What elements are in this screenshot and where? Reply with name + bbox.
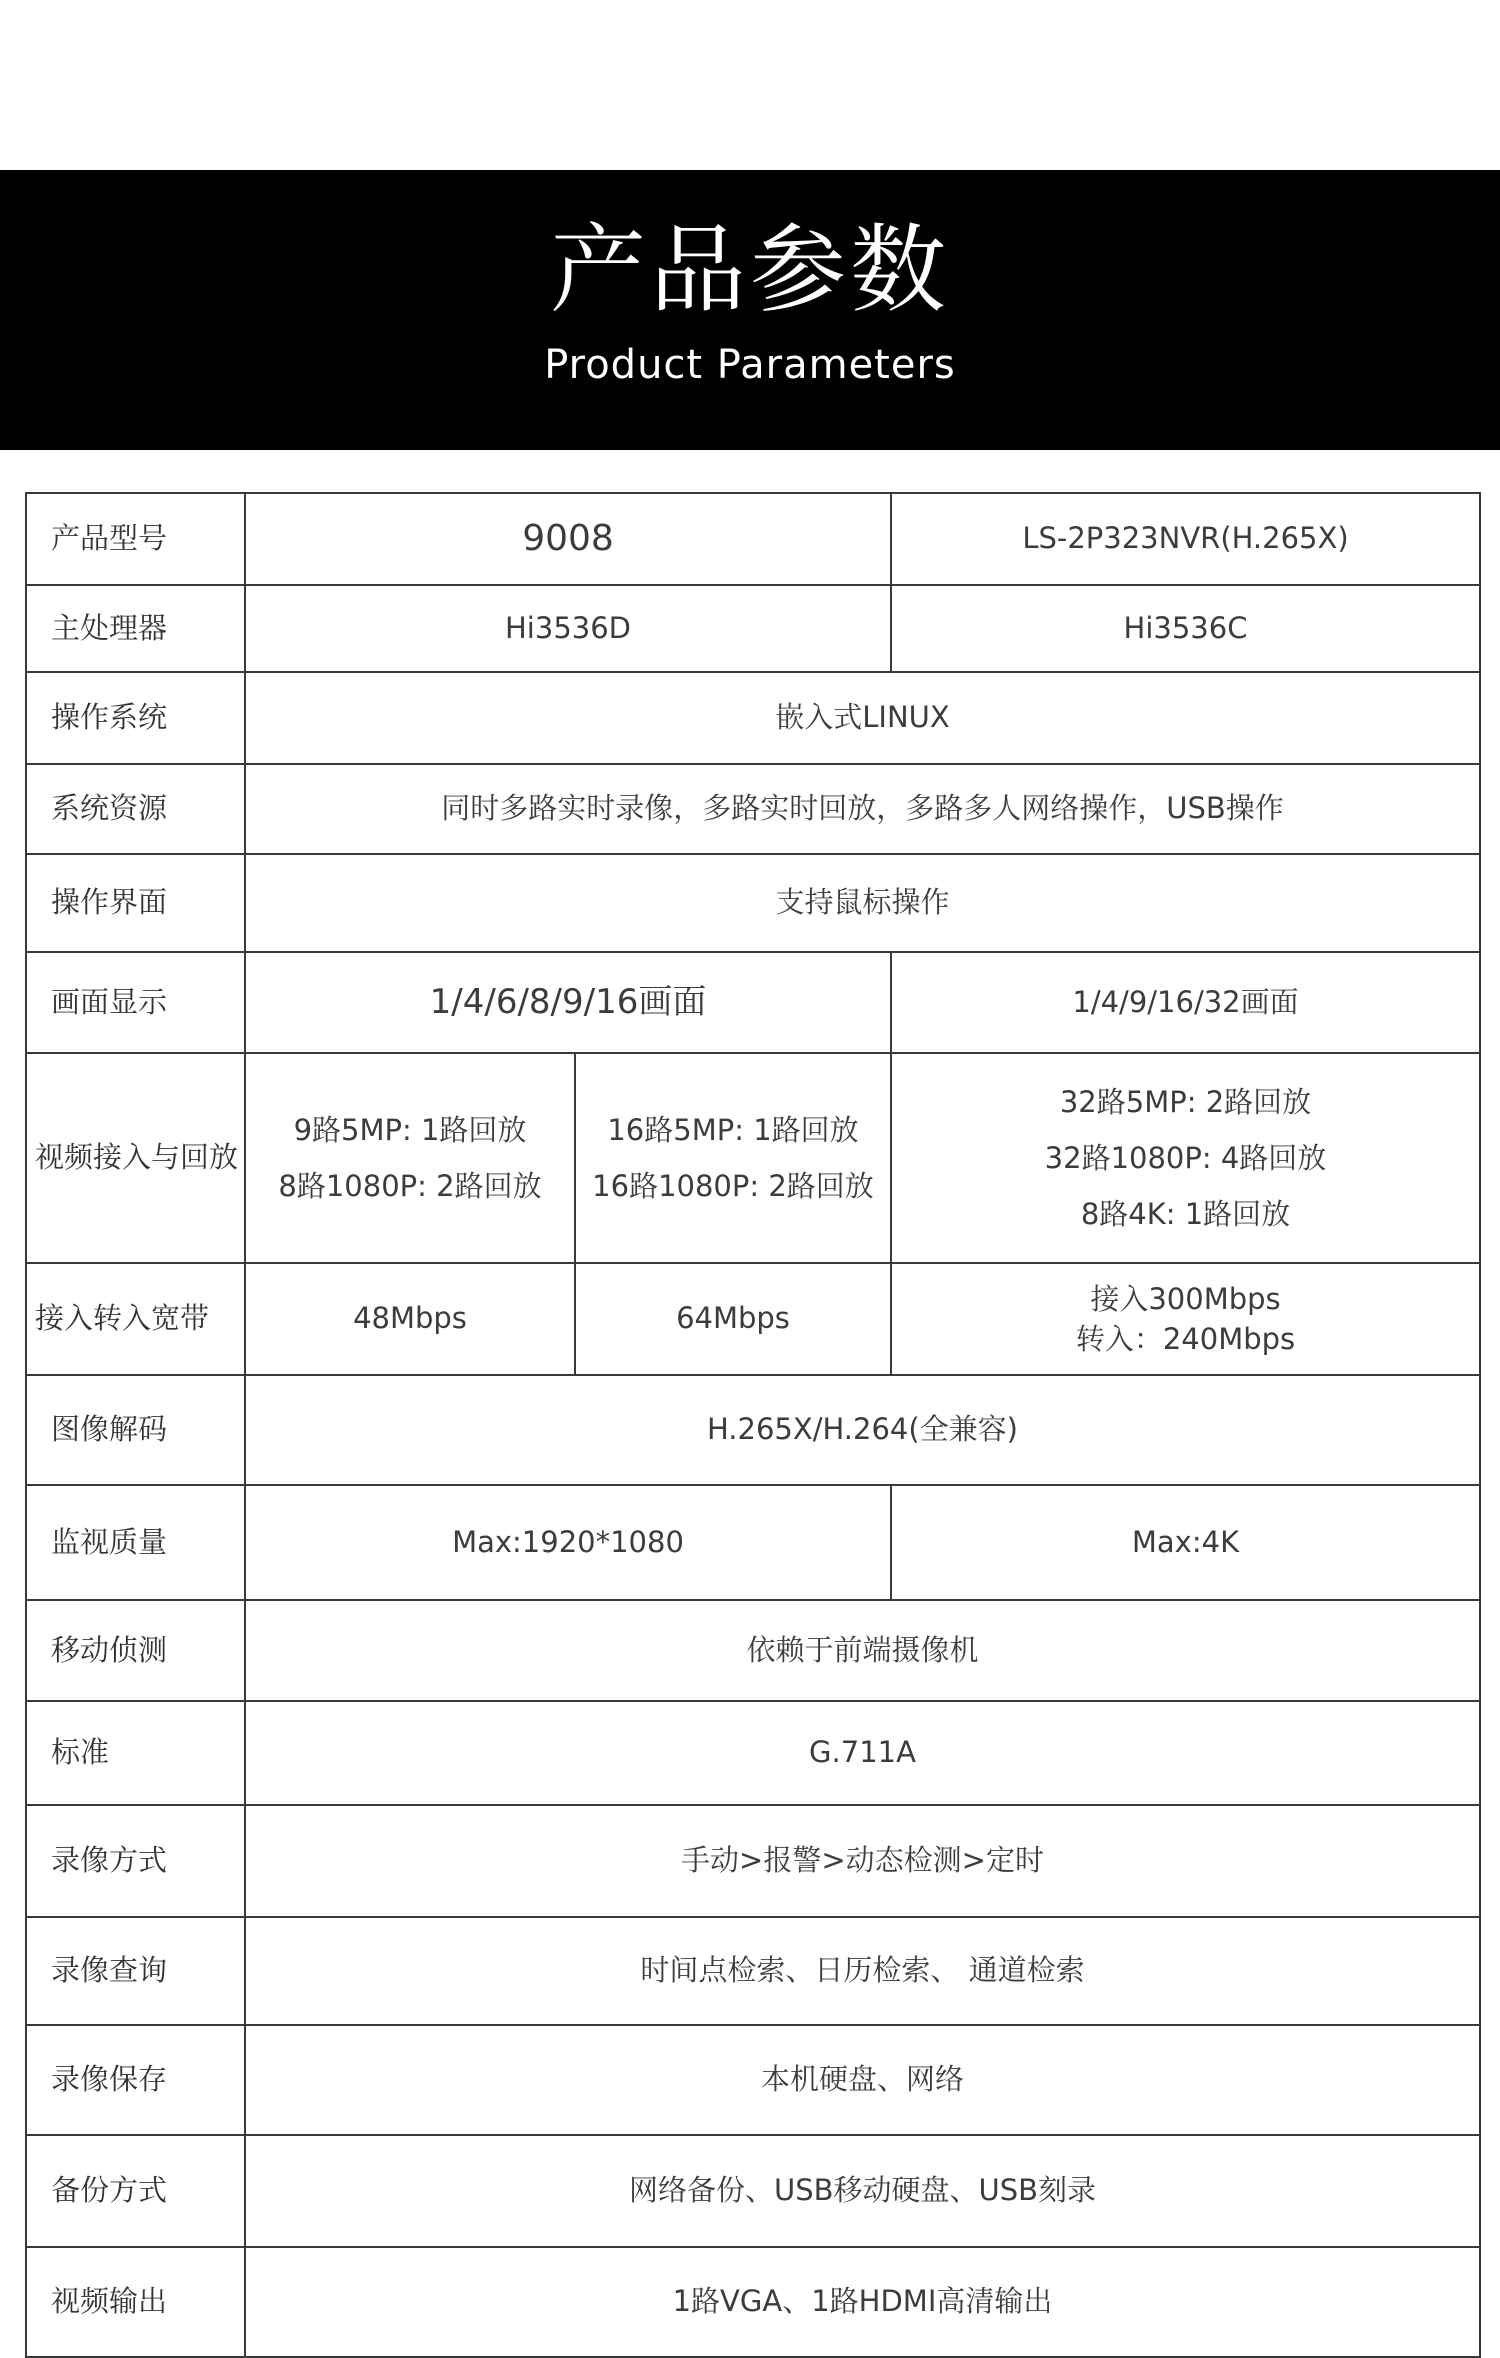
row-label: 录像查询 (26, 1917, 245, 2025)
table-row (26, 2247, 1480, 2357)
table-row (26, 1917, 1480, 2025)
page-title: 产品参数 (550, 214, 950, 326)
cell-line: 32路1080P: 4路回放 (1044, 1141, 1327, 1175)
cell-value: Hi3536D (245, 585, 891, 672)
cell-line: 8路4K: 1路回放 (1080, 1197, 1291, 1231)
row-label: 产品型号 (26, 493, 245, 585)
cell-value: 1/4/6/8/9/16画面 (245, 952, 891, 1053)
table-row (26, 1485, 1480, 1600)
row-label: 系统资源 (26, 764, 245, 854)
cell-value: 手动>报警>动态检测>定时 (245, 1805, 1480, 1917)
table-row (26, 1805, 1480, 1917)
table-row (26, 1600, 1480, 1701)
row-label: 图像解码 (26, 1375, 245, 1485)
cell-value: 同时多路实时录像，多路实时回放，多路多人网络操作，USB操作 (245, 764, 1480, 854)
table-row (26, 2025, 1480, 2135)
row-label: 视频接入与回放 (26, 1053, 245, 1263)
row-label: 监视质量 (26, 1485, 245, 1600)
table-row (26, 854, 1480, 952)
row-label: 移动侦测 (26, 1600, 245, 1701)
cell-value (891, 1263, 1480, 1375)
cell-value: 依赖于前端摄像机 (245, 1600, 1480, 1701)
cell-line: 16路5MP: 1路回放 (607, 1113, 859, 1147)
cell-value (575, 1053, 891, 1263)
cell-line: 16路1080P: 2路回放 (592, 1169, 874, 1203)
cell-value (891, 1053, 1480, 1263)
row-label: 操作界面 (26, 854, 245, 952)
row-label: 主处理器 (26, 585, 245, 672)
table-row (26, 952, 1480, 1053)
cell-line: 接入300Mbps (1090, 1282, 1281, 1316)
spec-table (25, 492, 1481, 2358)
cell-value: 9008 (245, 493, 891, 585)
table-row (26, 1053, 1480, 1263)
table-row (26, 585, 1480, 672)
cell-line: 9路5MP: 1路回放 (293, 1113, 527, 1147)
cell-value: Max:1920*1080 (245, 1485, 891, 1600)
cell-value: 网络备份、USB移动硬盘、USB刻录 (245, 2135, 1480, 2247)
cell-value: Hi3536C (891, 585, 1480, 672)
header-banner (0, 170, 1500, 450)
cell-line: 32路5MP: 2路回放 (1059, 1085, 1312, 1119)
table-row (26, 764, 1480, 854)
cell-value: H.265X/H.264(全兼容) (245, 1375, 1480, 1485)
cell-line: 转入：240Mbps (1075, 1322, 1296, 1356)
cell-value: 嵌入式LINUX (245, 672, 1480, 764)
table-row (26, 1375, 1480, 1485)
cell-value: 48Mbps (245, 1263, 575, 1375)
cell-value: Max:4K (891, 1485, 1480, 1600)
row-label: 画面显示 (26, 952, 245, 1053)
table-row (26, 2135, 1480, 2247)
cell-value: 本机硬盘、网络 (245, 2025, 1480, 2135)
row-label: 备份方式 (26, 2135, 245, 2247)
row-label: 录像方式 (26, 1805, 245, 1917)
table-row (26, 493, 1480, 585)
row-label: 录像保存 (26, 2025, 245, 2135)
table-row (26, 672, 1480, 764)
cell-value: 1/4/9/16/32画面 (891, 952, 1480, 1053)
table-row (26, 1701, 1480, 1805)
page-subtitle: Product Parameters (544, 342, 956, 388)
row-label: 标准 (26, 1701, 245, 1805)
cell-value: 64Mbps (575, 1263, 891, 1375)
cell-value: G.711A (245, 1701, 1480, 1805)
cell-value: 时间点检索、日历检索、 通道检索 (245, 1917, 1480, 2025)
cell-value: 支持鼠标操作 (245, 854, 1480, 952)
cell-line: 8路1080P: 2路回放 (278, 1169, 542, 1203)
row-label: 视频输出 (26, 2247, 245, 2357)
cell-value: LS-2P323NVR(H.265X) (891, 493, 1480, 585)
cell-value: 1路VGA、1路HDMI高清输出 (245, 2247, 1480, 2357)
cell-value (245, 1053, 575, 1263)
row-label: 接入转入宽带 (26, 1263, 245, 1375)
row-label: 操作系统 (26, 672, 245, 764)
table-row (26, 1263, 1480, 1375)
